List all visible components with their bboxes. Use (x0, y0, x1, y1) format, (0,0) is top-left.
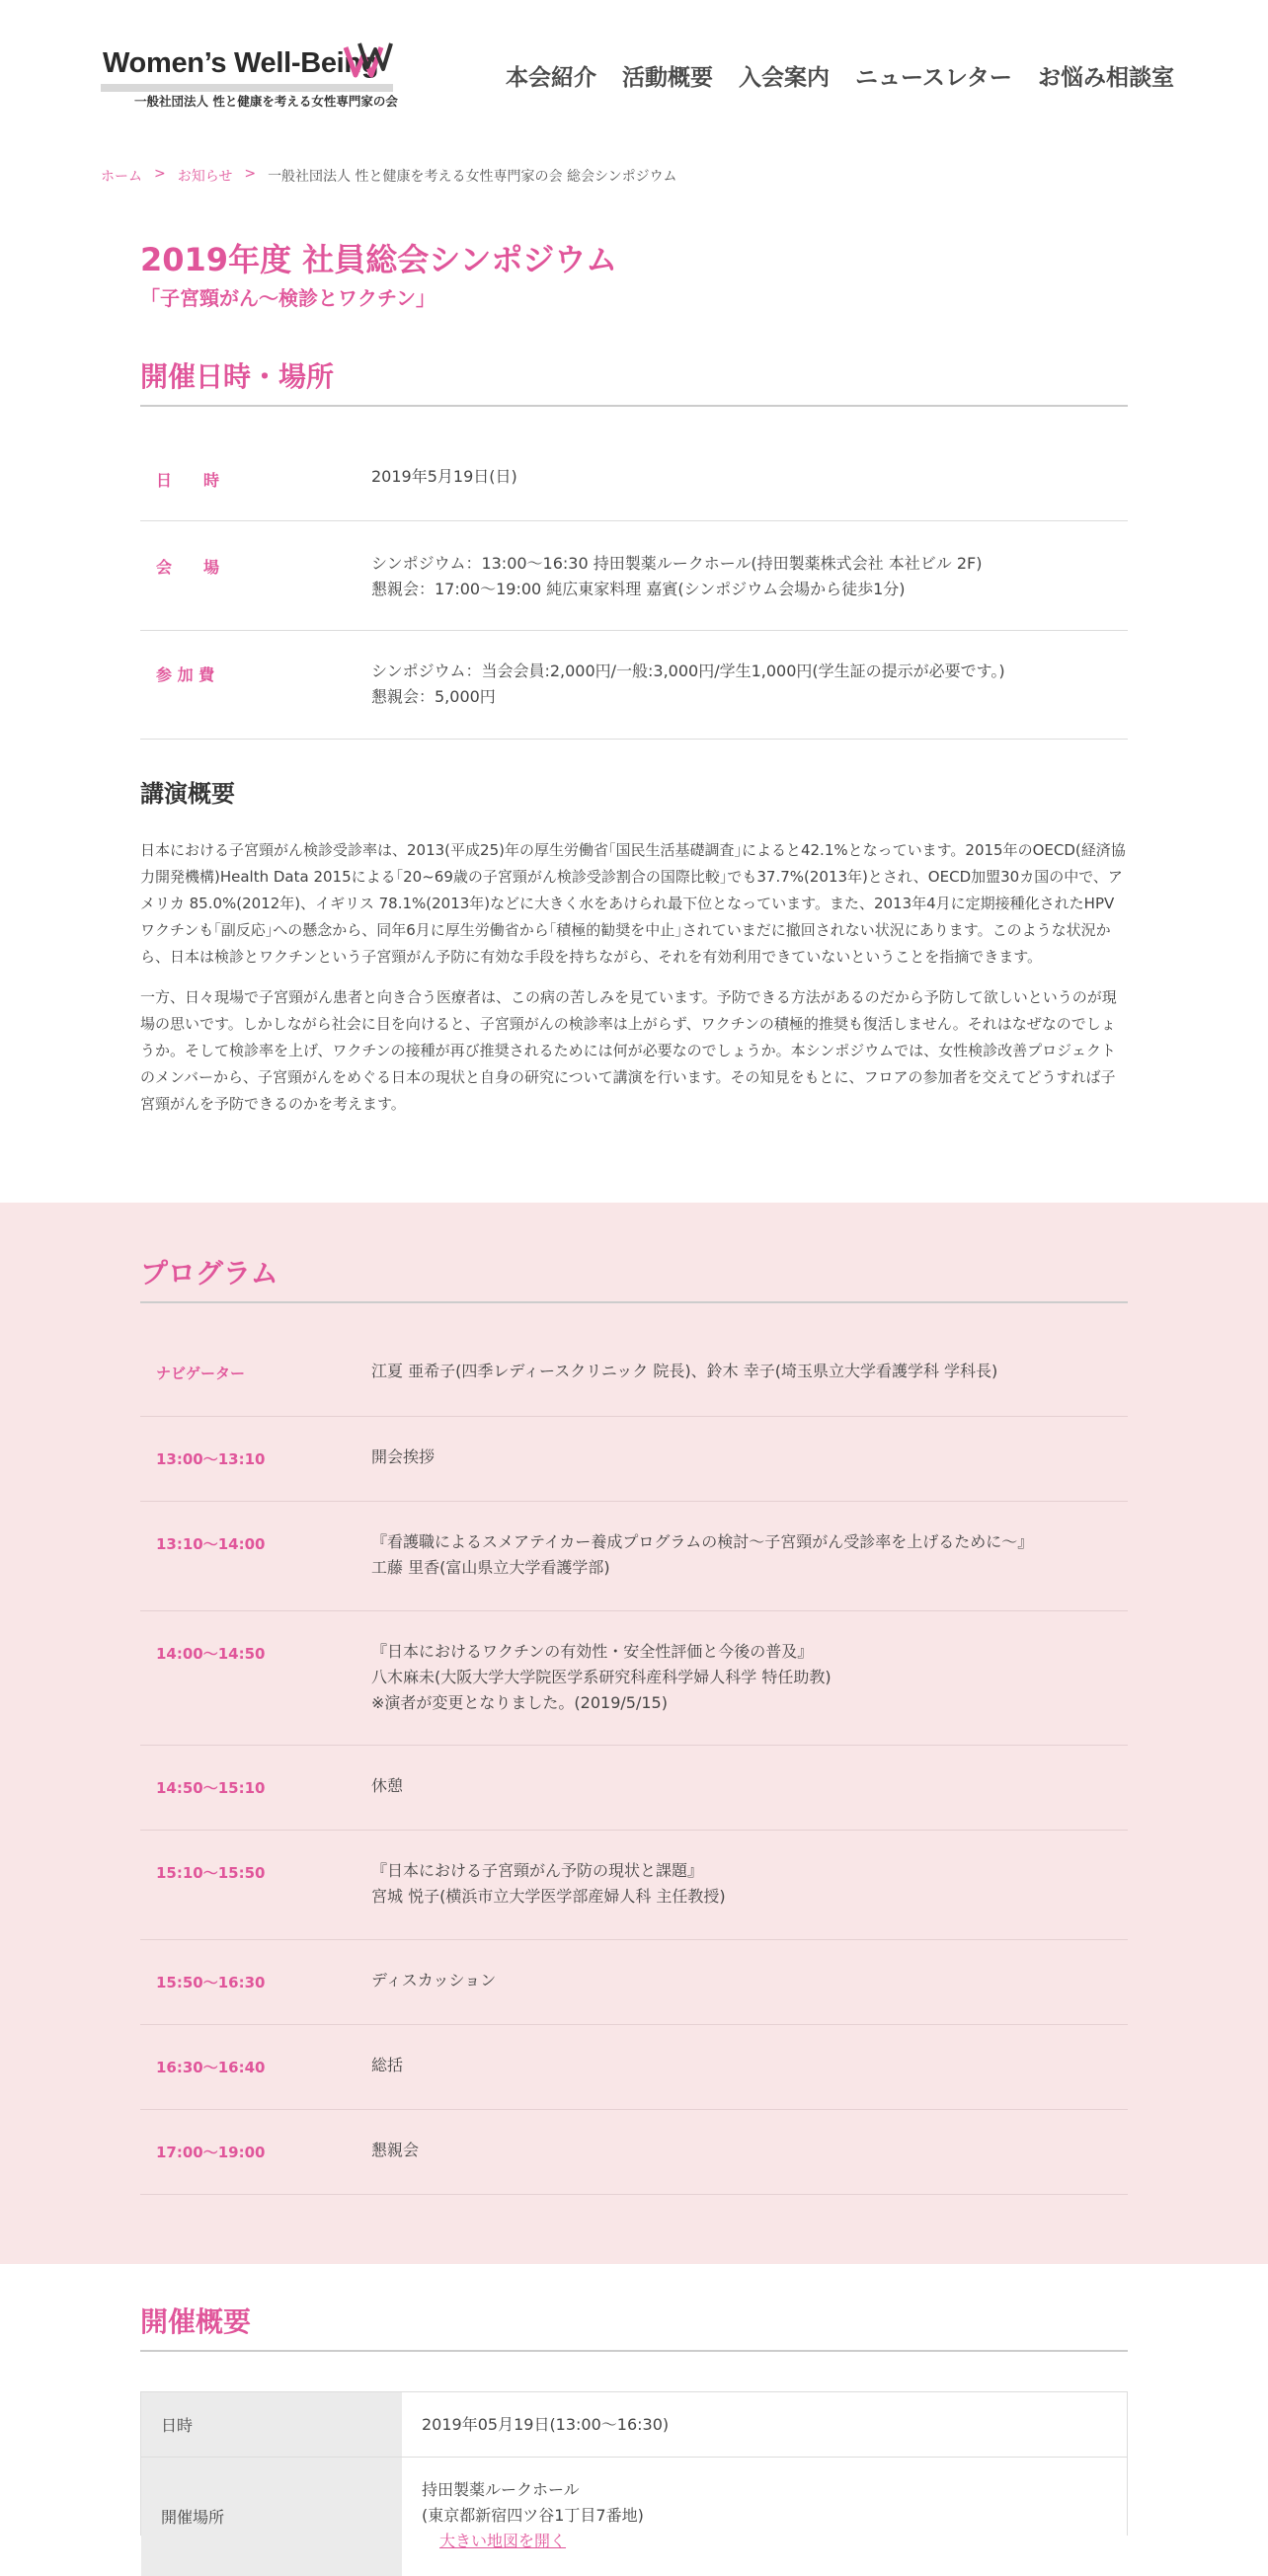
page-subtitle: 「子宮頸がん～検診とワクチン」 (140, 286, 436, 311)
info-value-venue (371, 551, 1128, 630)
info-value-line: 懇親会：5,000円 (371, 687, 496, 706)
program-line: 『日本におけるワクチンの有効性・安全性評価と今後の普及』 (371, 1642, 814, 1661)
nav-about[interactable]: 本会紹介 (506, 65, 596, 91)
page-title: 2019年度 社員総会シンポジウム (140, 241, 618, 278)
info-value-line: 懇親会：17:00～19:00 純広東家料理 嘉賓(シンポジウム会場から徒歩1分) (371, 580, 906, 598)
breadcrumb-separator: > (244, 166, 257, 182)
program-time: 13:10～14:00 (156, 1535, 266, 1553)
summary-value-place (402, 2458, 1127, 2576)
program-time: 15:50～16:30 (156, 1974, 266, 1991)
summary-place-line: (東京都新宿四ツ谷1丁目7番地) (422, 2506, 644, 2525)
venue-section-title: 開催日時・場所 (140, 355, 1128, 407)
logo-subtitle: 一般社団法人 性と健康を考える女性専門家の会 (134, 94, 398, 109)
summary-label-date: 日時 (141, 2392, 402, 2457)
program-text (371, 1444, 1128, 1501)
program-time: ナビゲーター (156, 1365, 246, 1382)
info-value-line: シンポジウム：13:00～16:30 持田製薬ルークホール(持田製薬株式会社 本社ビル 2F) (371, 554, 983, 573)
venue-section (140, 355, 1128, 407)
program-text (371, 1968, 1128, 2024)
program-line: ※演者が変更となりました。(2019/5/15) (371, 1693, 668, 1712)
program-row (140, 1940, 1128, 2025)
program-line: 開会挨拶 (371, 1447, 436, 1466)
program-text (371, 1858, 1128, 1939)
page-title-block (140, 241, 1128, 311)
logo-w-mark-icon (344, 41, 395, 83)
summary-place-line: 持田製薬ルークホール (422, 2480, 580, 2499)
program-section-title: プログラム (140, 1252, 1128, 1303)
nav-consultation[interactable]: お悩み相談室 (1037, 65, 1174, 91)
program-time: 13:00～13:10 (156, 1450, 266, 1468)
program-row (140, 2025, 1128, 2110)
breadcrumb-current: 一般社団法人 性と健康を考える女性専門家の会 総会シンポジウム (268, 169, 677, 185)
program-row (140, 1417, 1128, 1502)
nav-activities[interactable]: 活動概要 (622, 65, 713, 91)
lecture-heading: 講演概要 (140, 780, 235, 808)
program-row (140, 1746, 1128, 1831)
logo-text: Women’s Well-Being (103, 47, 379, 79)
breadcrumb-separator: > (154, 166, 166, 182)
venue-info-list (140, 405, 1128, 740)
summary-section-title: 開催概要 (140, 2301, 1128, 2352)
info-value-line: シンポジウム：当会会員:2,000円/一般:3,000円/学生1,000円(学生証の提示が必要です。) (371, 662, 1005, 680)
program-line: 『看護職によるスメアテイカー養成プログラムの検討～子宮頸がん受診率を上げるために～』 (371, 1532, 1034, 1551)
info-label-date: 日 時 (156, 471, 220, 490)
summary-section (140, 2301, 1128, 2352)
program-row (140, 1301, 1128, 1417)
logo-bar (101, 84, 393, 92)
info-label-fee: 参 加 費 (156, 665, 215, 684)
program-line: 江夏 亜希子(四季レディースクリニック 院長)、鈴木 幸子(埼玉県立大学看護学科 学科長) (371, 1362, 998, 1380)
program-list (140, 1301, 1128, 2195)
program-line: 八木麻未(大阪大学大学院医学系研究科産科学婦人科学 特任助教) (371, 1668, 832, 1686)
program-text (371, 1639, 1128, 1745)
program-row (140, 1611, 1128, 1746)
open-map-link[interactable]: 大きい地図を開く (439, 2532, 567, 2550)
breadcrumb-home-link[interactable]: ホーム (101, 169, 142, 185)
lecture-paragraph: 日本における子宮頸がん検診受診率は、2013(平成25)年の厚生労働省｢国民生活基礎調査｣によると42.1%となっています。2015年のOECD(経済協力開発機構)Health Data 2015による｢20~69歳の子宮頸がん検診受診割合の国際比較｣でも37.7%(2013年)とされ、OECD加盟30カ国の中で、アメリカ 85.0%(2012年)、イギリス 78.1%(2013年)などに大きく水をあけられ最下位となっています。また、2013年4月に定期接種化されたHPVワクチンも｢副反応｣への懸念から、同年6月に厚生労働省から｢積極的勧奨を中止｣されていまだに撤回されない状況にあります。このような状況から、日本は検診とワクチンという子宮頸がん予防に有効な手段を持ちながら、それを有効利用できていないということを指摘できます。 (140, 841, 1126, 966)
program-text (371, 2053, 1128, 2109)
info-row-date (140, 405, 1128, 521)
summary-label-place: 開催場所 (141, 2458, 402, 2576)
program-line: 工藤 里香(富山県立大学看護学部) (371, 1558, 610, 1577)
summary-table (140, 2391, 1128, 2550)
info-label-venue: 会 場 (156, 558, 220, 577)
lecture-paragraph: 一方、日々現場で子宮頸がん患者と向き合う医療者は、この病の苦しみを見ています。予防できる方法があるのだから予防して欲しいというのが現場の思いです。しかしながら社会に目を向けると、子宮頸がんの検診率は上がらず、ワクチンの積極的推奨も復活しません。それはなぜなのでしょうか。そして検診率を上げ、ワクチンの接種が再び推奨されるためには何が必要なのでしょうか。本シンポジウムでは、女性検診改善プロジェクトのメンバーから、子宮頸がんをめぐる日本の現状と自身の研究について講演を行います。その知見をもとに、フロアの参加者を交えてどうすれば子宮頸がんを予防できるのかを考えます。 (140, 988, 1117, 1113)
lecture-section (140, 774, 1128, 809)
program-time: 14:50～15:10 (156, 1779, 266, 1797)
summary-value-date: 2019年05月19日(13:00～16:30) (422, 2415, 670, 2434)
program-line: 総括 (371, 2056, 404, 2074)
program-line: ディスカッション (371, 1971, 497, 1990)
program-time: 16:30～16:40 (156, 2059, 266, 2076)
breadcrumb (101, 166, 676, 186)
program-text (371, 2138, 1128, 2194)
program-time: 14:00～14:50 (156, 1645, 266, 1663)
program-time: 17:00～19:00 (156, 2144, 266, 2161)
program-text (371, 1359, 1128, 1416)
site-header (0, 0, 1268, 148)
program-row (140, 2110, 1128, 2195)
site-logo[interactable] (99, 38, 400, 109)
info-value-date (371, 464, 1128, 520)
nav-join[interactable]: 入会案内 (739, 65, 830, 91)
program-time: 15:10～15:50 (156, 1864, 266, 1882)
nav-newsletter[interactable]: ニュースレター (855, 65, 1012, 91)
program-section (140, 1252, 1128, 1303)
lecture-body (140, 837, 1128, 1132)
program-line: 『日本における子宮頸がん予防の現状と課題』 (371, 1861, 704, 1880)
program-row (140, 1831, 1128, 1940)
program-text (371, 1529, 1128, 1610)
summary-row-date (141, 2392, 1127, 2458)
info-value-line: 2019年5月19日(日) (371, 467, 517, 486)
main-nav (506, 59, 1174, 92)
program-line: 懇親会 (371, 2141, 420, 2159)
info-value-fee (371, 659, 1128, 739)
breadcrumb-news-link[interactable]: お知らせ (177, 169, 233, 185)
program-row (140, 1502, 1128, 1611)
program-line: 休憩 (371, 1776, 404, 1795)
info-row-fee (140, 631, 1128, 740)
program-text (371, 1773, 1128, 1830)
summary-row-place (141, 2458, 1127, 2576)
program-line: 宮城 悦子(横浜市立大学医学部産婦人科 主任教授) (371, 1887, 726, 1906)
info-row-venue (140, 521, 1128, 631)
